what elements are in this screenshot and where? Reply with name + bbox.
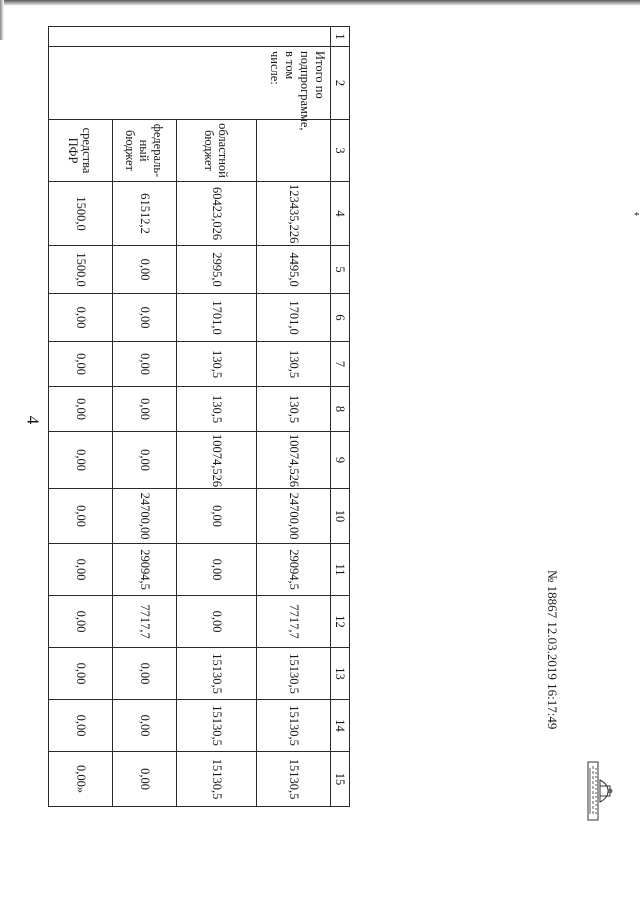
- value-cell: 0,00: [49, 489, 113, 544]
- value-cell: 0,00: [49, 342, 113, 387]
- value-cell: 0,00: [113, 246, 177, 294]
- table-row-pfr: [49, 27, 113, 807]
- value-cell: 0,00: [113, 432, 177, 489]
- value-cell: 15130,5: [177, 752, 257, 807]
- scan-edge-left: [0, 0, 4, 40]
- table-row-total: [257, 27, 331, 807]
- value-cell: 0,00: [49, 648, 113, 700]
- value-cell: 0,00: [49, 596, 113, 648]
- scan-edge-top: [0, 0, 640, 6]
- column-number: 3: [331, 120, 350, 182]
- value-cell: 24700,00: [113, 489, 177, 544]
- value-cell: 60423,026: [177, 182, 257, 246]
- column-number: 1: [331, 27, 350, 47]
- column-number: 8: [331, 387, 350, 432]
- value-cell: 1701,0: [257, 294, 331, 342]
- value-cell: 24700,00: [257, 489, 331, 544]
- budget-table: [48, 26, 350, 807]
- value-cell: 0,00: [49, 387, 113, 432]
- row-title-cell: Итого по подпрограмме, в том числе:: [49, 47, 331, 120]
- value-cell: 0,00: [49, 700, 113, 752]
- column-number: 7: [331, 342, 350, 387]
- value-cell: 0,00»: [49, 752, 113, 807]
- column-number: 14: [331, 700, 350, 752]
- value-cell: 0,00: [49, 432, 113, 489]
- value-cell: 0,00: [49, 294, 113, 342]
- column-number: 5: [331, 246, 350, 294]
- value-cell: 0,00: [177, 596, 257, 648]
- value-cell: 61512,2: [113, 182, 177, 246]
- column-number: 15: [331, 752, 350, 807]
- value-cell: 7717,7: [113, 596, 177, 648]
- value-cell: 7717,7: [257, 596, 331, 648]
- value-cell: 1500,0: [49, 182, 113, 246]
- value-cell: 15130,5: [257, 648, 331, 700]
- value-cell: 0,00: [113, 648, 177, 700]
- funding-source-cell: [257, 120, 331, 182]
- column-number: 2: [331, 47, 350, 120]
- value-cell: 2995,0: [177, 246, 257, 294]
- emblem-icon: [586, 760, 614, 822]
- funding-source-cell: федераль-ный бюджет: [113, 120, 177, 182]
- value-cell: 130,5: [177, 387, 257, 432]
- value-cell: 123435,226: [257, 182, 331, 246]
- table-row-regional: [177, 27, 257, 807]
- value-cell: 130,5: [257, 387, 331, 432]
- value-cell: 1500,0: [49, 246, 113, 294]
- value-cell: 10074,526: [177, 432, 257, 489]
- rotated-table-frame: [50, 26, 350, 806]
- column-number: 6: [331, 294, 350, 342]
- registry-logo: [586, 760, 614, 822]
- column-number: 13: [331, 648, 350, 700]
- value-cell: 130,5: [177, 342, 257, 387]
- value-cell: 0,00: [113, 752, 177, 807]
- value-cell: 15130,5: [257, 752, 331, 807]
- column-number: 10: [331, 489, 350, 544]
- column-number: 11: [331, 544, 350, 596]
- funding-source-cell: средства ПФР: [49, 120, 113, 182]
- value-cell: 29094,5: [257, 544, 331, 596]
- value-cell: 10074,526: [257, 432, 331, 489]
- value-cell: 0,00: [113, 342, 177, 387]
- value-cell: 0,00: [113, 387, 177, 432]
- registration-stamp: № 18867 12.03.2019 16:17:49: [545, 570, 560, 730]
- value-cell: 15130,5: [257, 700, 331, 752]
- value-cell: 0,00: [177, 489, 257, 544]
- rotated-table-wrapper: [50, 26, 350, 806]
- column-number: 9: [331, 432, 350, 489]
- margin-mark: *: [634, 210, 640, 222]
- value-cell: 130,5: [257, 342, 331, 387]
- column-number: 4: [331, 182, 350, 246]
- row-index-cell: [49, 27, 331, 47]
- value-cell: 0,00: [177, 544, 257, 596]
- value-cell: 0,00: [49, 544, 113, 596]
- value-cell: 0,00: [113, 700, 177, 752]
- value-cell: 15130,5: [177, 700, 257, 752]
- value-cell: 4495,0: [257, 246, 331, 294]
- funding-source-cell: областной бюджет: [177, 120, 257, 182]
- table-row-federal: [113, 27, 177, 807]
- value-cell: 0,00: [113, 294, 177, 342]
- page-number: 4: [23, 415, 43, 425]
- value-cell: 29094,5: [113, 544, 177, 596]
- value-cell: 15130,5: [177, 648, 257, 700]
- value-cell: 1701,0: [177, 294, 257, 342]
- column-number: 12: [331, 596, 350, 648]
- table-header-row: [331, 27, 350, 807]
